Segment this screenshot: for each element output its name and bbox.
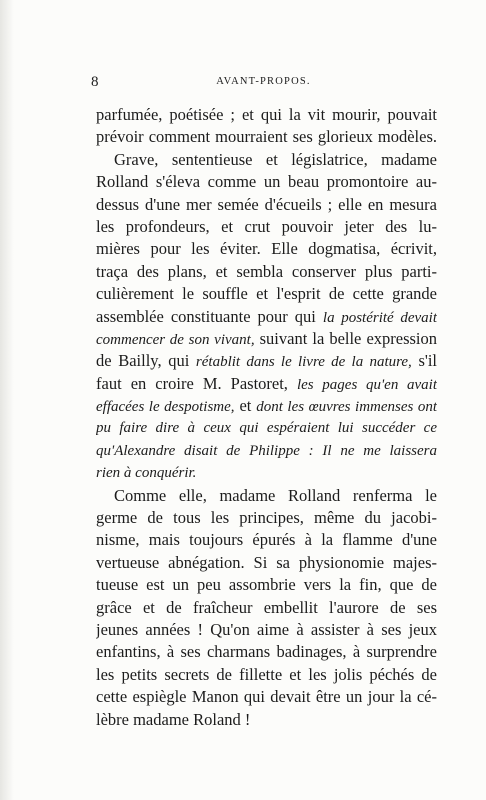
running-head: AVANT-PROPOS. <box>216 76 311 87</box>
text-line: mières pour les éviter. Elle dogmatisa, écrivit, <box>96 239 437 259</box>
text-line: prévoir comment mourraient ses glorieux modèles. <box>96 127 437 147</box>
text-line: parfumée, poétisée ; et qui la vit mourir, pouvait <box>96 105 437 124</box>
text-line: faut en croire M. Pastoret, les pages qu'en avait <box>96 373 437 393</box>
italic-quote: les pages qu'en avait <box>296 376 437 393</box>
italic-line: qu'Alexandre disait de Philippe : Il ne me laissera <box>96 442 437 459</box>
text-line: germe de tous les principes, même du jacobi- <box>96 508 437 528</box>
paragraph-start-line: Comme elle, madame Rolland renferma le <box>114 485 437 505</box>
paragraph-start-line: Grave, sententieuse et législatrice, madame <box>114 149 437 169</box>
text-line: tueuse est un peu assombrie vers la fin, que de <box>96 575 437 595</box>
text-line: Rolland s'éleva comme un beau promontoire au- <box>96 172 437 192</box>
text-line: assemblée constituante pour qui la postérité devait <box>96 306 437 326</box>
text-line: culièrement le souffle et l'esprit de cette grande <box>96 284 437 304</box>
text-line: effacées le despotisme, et dont les œuvres immenses ont <box>96 396 437 416</box>
text-line: dessus d'une mer semée d'écueils ; elle en mesura <box>96 194 437 214</box>
text-line: vertueuse abnégation. Si sa physionomie majes- <box>96 552 437 572</box>
italic-line: pu faire dire à ceux qui espéraient lui succéder ce <box>96 420 437 437</box>
text-line: commencer de son vivant, suivant la belle expression <box>96 328 437 348</box>
text-line: de Bailly, qui rétablit dans le livre de la nature, s'il <box>96 351 437 371</box>
italic-line: rien à conquérir. <box>96 465 197 482</box>
italic-quote: commencer de son vivant, <box>96 331 255 348</box>
text-line: grâce et de fraîcheur embellit l'aurore de ses <box>96 597 437 617</box>
page-gutter-shadow <box>0 0 14 800</box>
text-line: lèbre madame Roland ! <box>96 709 251 729</box>
italic-quote: rétablit dans le livre de la nature, <box>195 354 412 371</box>
text-line: les profondeurs, et crut pouvoir jeter des lu- <box>96 216 437 236</box>
italic-quote: effacées le despotisme, <box>96 399 235 416</box>
page-number: 8 <box>91 74 99 90</box>
italic-quote: la postérité devait <box>322 309 437 326</box>
page-header <box>91 74 436 94</box>
italic-quote: dont les œuvres immenses ont <box>256 399 437 416</box>
text-line: enfantins, à ses charmans badinages, à surprendre <box>96 642 437 662</box>
text-line: jeunes années ! Qu'on aime à assister à ses jeux <box>96 619 437 639</box>
text-line: nisme, mais toujours épurés à la flamme d'une <box>96 530 437 550</box>
body-text <box>96 104 437 731</box>
text-line: traça des plans, et sembla conserver plus parti- <box>96 261 437 281</box>
text-line: les petits secrets de fillette et les jolis péchés de <box>96 664 437 684</box>
text-line: cette espiègle Manon qui devait être un jour la cé- <box>96 687 437 707</box>
